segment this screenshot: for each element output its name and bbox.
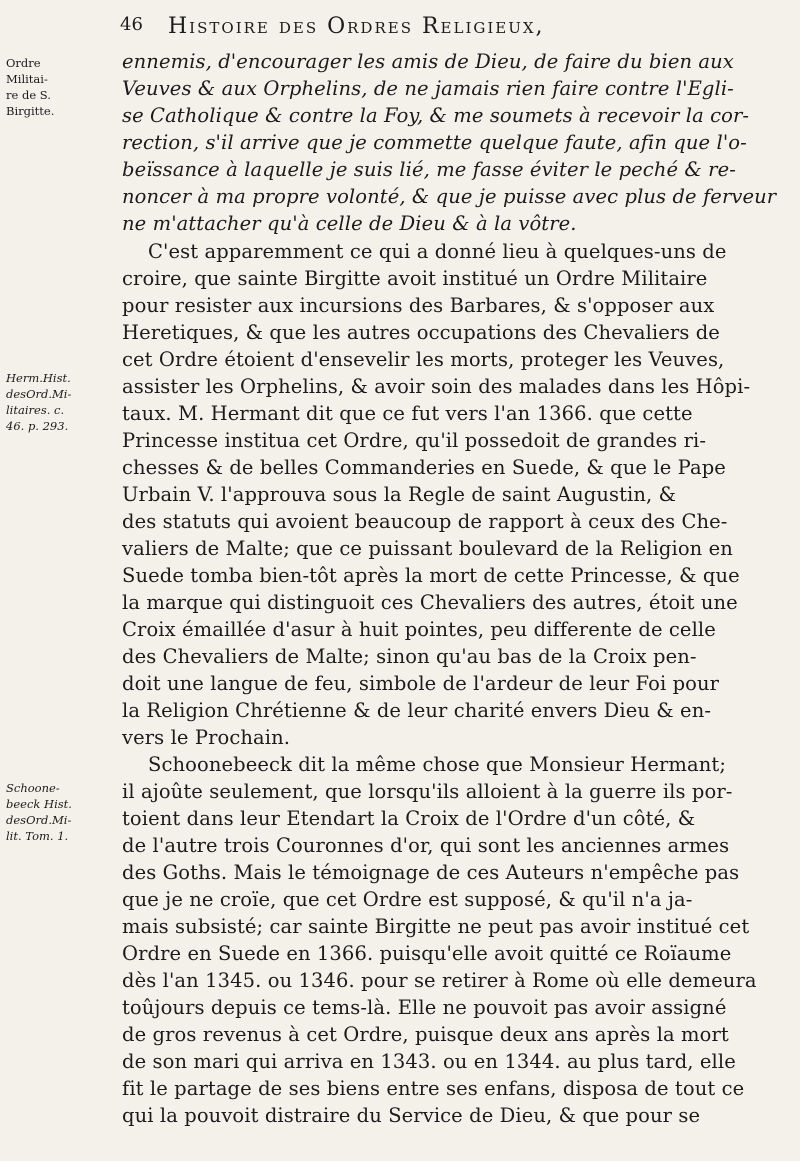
text-line: Croix émaillée d'asur à huit pointes, peu differente de celle bbox=[122, 618, 716, 641]
text-line: Suede tomba bien-tôt après la mort de cette Princesse, & que bbox=[122, 564, 740, 587]
margin-line: desOrd.Mi- bbox=[6, 813, 72, 827]
text-line: pour resister aux incursions des Barbares, & s'opposer aux bbox=[122, 294, 715, 317]
margin-line: desOrd.Mi- bbox=[6, 387, 72, 401]
margin-line: lit. Tom. 1. bbox=[6, 829, 69, 843]
margin-line: beeck Hist. bbox=[6, 797, 72, 811]
text-line: ne m'attacher qu'à celle de Dieu & à la vôtre. bbox=[122, 212, 577, 235]
text-line: mais subsisté; car sainte Birgitte ne peut pas avoir institué cet bbox=[122, 915, 750, 938]
text-line: C'est apparemment ce qui a donné lieu à quelques-uns de bbox=[148, 240, 727, 263]
page-number: 46 bbox=[120, 14, 143, 35]
text-line: de l'autre trois Couronnes d'or, qui sont les anciennes armes bbox=[122, 834, 730, 857]
text-line: Ordre en Suede en 1366. puisqu'elle avoit quitté ce Roïaume bbox=[122, 942, 732, 965]
margin-line: litaires. c. bbox=[6, 403, 65, 417]
text-line: vers le Prochain. bbox=[122, 726, 291, 749]
text-line: taux. M. Hermant dit que ce fut vers l'an 1366. que cette bbox=[122, 402, 693, 425]
text-line: rection, s'il arrive que je commette quelque faute, afin que l'o- bbox=[122, 131, 747, 154]
text-line: toient dans leur Etendart la Croix de l'Ordre d'un côté, & bbox=[122, 807, 696, 830]
page-header bbox=[120, 14, 780, 44]
text-line: noncer à ma propre volonté, & que je puisse avec plus de ferveur bbox=[122, 185, 777, 208]
margin-line: Herm.Hist. bbox=[6, 371, 71, 385]
text-line: de gros revenus à cet Ordre, puisque deux ans après la mort bbox=[122, 1023, 729, 1046]
text-line: que je ne croïe, que cet Ordre est supposé, & qu'il n'a ja- bbox=[122, 888, 693, 911]
text-line: la marque qui distinguoit ces Chevaliers des autres, étoit une bbox=[122, 591, 738, 614]
text-line: doit une langue de feu, simbole de l'ardeur de leur Foi pour bbox=[122, 672, 720, 695]
margin-note-order bbox=[6, 55, 116, 119]
margin-line: Schoone- bbox=[6, 781, 60, 795]
text-line: beïssance à laquelle je suis lié, me fasse éviter le peché & re- bbox=[122, 158, 736, 181]
margin-line: Ordre bbox=[6, 56, 41, 70]
text-line: toûjours depuis ce tems-là. Elle ne pouvoit pas avoir assigné bbox=[122, 996, 727, 1019]
margin-line: 46. p. 293. bbox=[6, 419, 69, 433]
text-line: fit le partage de ses biens entre ses enfans, disposa de tout ce bbox=[122, 1077, 745, 1100]
text-line: cet Ordre étoient d'ensevelir les morts, proteger les Veuves, bbox=[122, 348, 725, 371]
text-line: de son mari qui arriva en 1343. ou en 1344. au plus tard, elle bbox=[122, 1050, 736, 1073]
text-line: Heretiques, & que les autres occupations des Chevaliers de bbox=[122, 321, 720, 344]
text-line: valiers de Malte; que ce puissant boulevard de la Religion en bbox=[122, 537, 733, 560]
text-line: dès l'an 1345. ou 1346. pour se retirer à Rome où elle demeura bbox=[122, 969, 757, 992]
text-line: la Religion Chrétienne & de leur charité envers Dieu & en- bbox=[122, 699, 712, 722]
text-line: Schoonebeeck dit la même chose que Monsieur Hermant; bbox=[148, 753, 727, 776]
text-line: qui la pouvoit distraire du Service de Dieu, & que pour se bbox=[122, 1104, 701, 1127]
text-line: chesses & de belles Commanderies en Suede, & que le Pape bbox=[122, 456, 726, 479]
text-line: se Catholique & contre la Foy, & me soumets à recevoir la cor- bbox=[122, 104, 750, 127]
text-line: il ajoûte seulement, que lorsqu'ils alloient à la guerre ils por- bbox=[122, 780, 733, 803]
text-line: Urbain V. l'approuva sous la Regle de saint Augustin, & bbox=[122, 483, 677, 506]
margin-note-hermant bbox=[6, 370, 116, 434]
margin-line: Birgitte. bbox=[6, 104, 55, 118]
text-line: assister les Orphelins, & avoir soin des malades dans les Hôpi- bbox=[122, 375, 751, 398]
text-line: ennemis, d'encourager les amis de Dieu, de faire du bien aux bbox=[122, 50, 734, 73]
text-line: Veuves & aux Orphelins, de ne jamais rien faire contre l'Egli- bbox=[122, 77, 734, 100]
text-line: des Goths. Mais le témoignage de ces Auteurs n'empêche pas bbox=[122, 861, 740, 884]
text-line: croire, que sainte Birgitte avoit institué un Ordre Militaire bbox=[122, 267, 708, 290]
text-line: des Chevaliers de Malte; sinon qu'au bas de la Croix pen- bbox=[122, 645, 697, 668]
margin-note-schoonebeeck bbox=[6, 780, 116, 844]
margin-line: re de S. bbox=[6, 88, 51, 102]
text-line: des statuts qui avoient beaucoup de rapport à ceux des Che- bbox=[122, 510, 728, 533]
margin-line: Militai- bbox=[6, 72, 48, 86]
text-line: Princesse institua cet Ordre, qu'il possedoit de grandes ri- bbox=[122, 429, 707, 452]
running-title: Histoire des Ordres Religieux, bbox=[168, 14, 545, 39]
